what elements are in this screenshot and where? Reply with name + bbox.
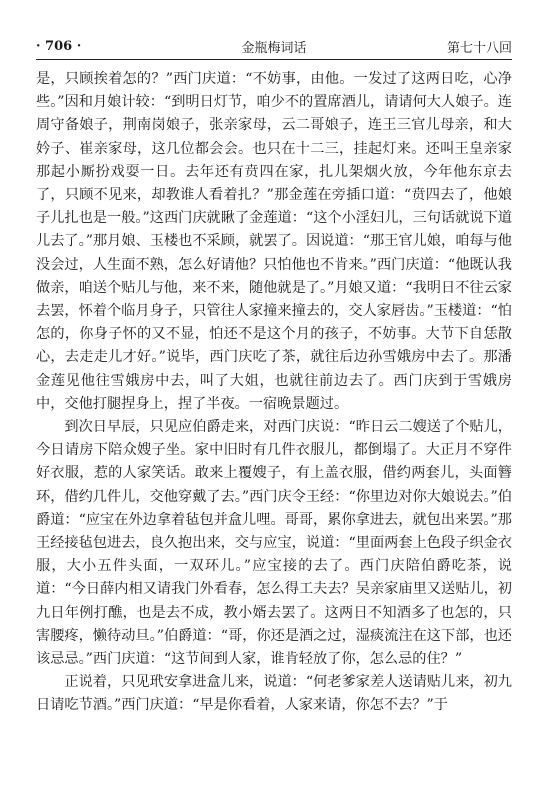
paragraph: 正说着，只见玳安拿进盒儿来，说道：“何老爹家差人送请贴儿来，初九日请吃节酒。”西门庆道：“早是你看着，人家来请，你怎不去？”于 — [36, 674, 512, 714]
paragraph: 到次日早辰，只见应伯爵走来，对西门庆说：“昨日云二嫂送了个贴儿，今日请房下陪众嫂子坐。家中旧时有几件衣服儿，都倒塌了。大正月不穿件好衣服，惹的人家笑话。敢来上覆嫂子，有上盖衣服，借约两套儿，头面簪环，借约几件儿，交他穿戴了去。”西门庆令王经：“你里边对你大娘说去。”伯爵道：“应宝在外边拿着毡包并盒儿哩。哥哥，累你拿进去，就包出来罢。”那王经接毡包进去，良久抱出来，交与应宝，说道：“里面两套上色段子织金衣服，大小五件头面，一双环儿。”应宝接的去了。西门庆陪伯爵吃茶，说道：“今日薛内相又请我门外看春，怎么得工夫去？吴亲家庙里又送贴儿，初九日年例打醮，也是去不成，教小婿去罢了。这两日不知酒多了也怎的，只害腰疼，懒待动旦。”伯爵道：“哥，你还是酒之过，湿痰流注在这下部，也还该忌忌。”西门庆道：“这节间到人家，谁肯轻放了你，怎么忌的住？” — [36, 419, 512, 668]
running-title: 金瓶梅词话 — [241, 40, 307, 56]
header-rule — [36, 59, 512, 60]
paragraph: 是，只顾挨着怎的？”西门庆道：“不妨事，由他。一发过了这两日吃，心净些。”因和月娘计较：“到明日灯节，咱少不的置席酒儿，请请何大人娘子。连周守备娘子，荆南岗娘子，张亲家母，云二哥娘子，连王三官儿母亲，和大妗子、崔亲家母，这几位都会会。也只在十二三，挂起灯来。还叫王皇亲家那起小厮扮戏耍一日。去年还有贲四在家，扎儿架烟火放，今年他东京去了，只顾不见来，却教谁人看着扎？”那金莲在旁插口道：“贲四去了，他娘子儿扎也是一般。”这西门庆就瞅了金莲道：“这个小淫妇儿，三句话就说下道儿去了。”那月娘、玉楼也不采顾，就罢了。因说道：“那王官儿娘，咱每与他没会过，人生面不熟，怎么好请他？只怕他也不肯来。”西门庆道：“他既认我做亲，咱送个贴儿与他，来不来，随他就是了。”月娘又道：“我明日不往云家去罢，怀着个临月身子，只管往人家撞来撞去的，交人家唇齿。”玉楼道：“怕怎的，你身子怀的又不显，怕还不是这个月的孩子，不妨事。大节下自恁散心，去走走儿才好。”说毕，西门庆吃了茶，就往后边孙雪娥房中去了。那潘金莲见他往雪娥房中去，叫了大姐，也就往前边去了。西门庆到于雪娥房中，交他打腿捏身上，捏了半夜。一宿晚景题过。 — [36, 71, 512, 412]
chapter-title: 第七十八回 — [446, 40, 512, 56]
page-number: · 706 · — [36, 38, 82, 54]
page-body — [36, 68, 512, 718]
page-header — [36, 36, 512, 56]
